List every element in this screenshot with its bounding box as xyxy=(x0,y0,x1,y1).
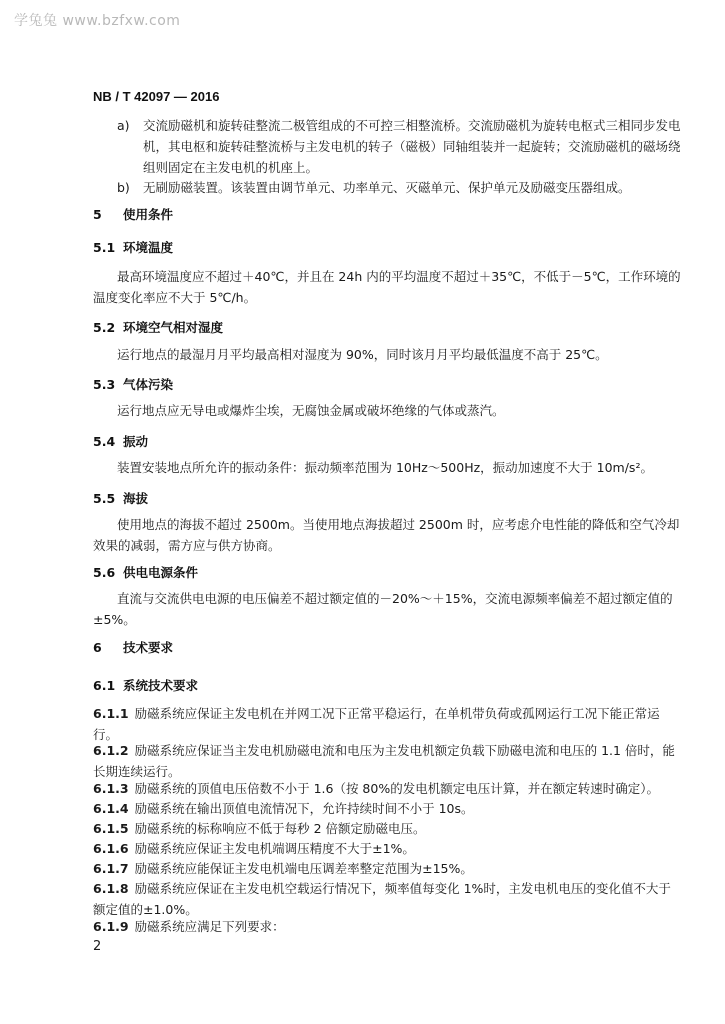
list-marker: b) xyxy=(117,180,130,195)
section-heading-5-4: 5.4 振动 xyxy=(93,434,149,449)
paragraph-5-2: 运行地点的最湿月月平均最高相对湿度为 90%，同时该月月平均最低温度不高于 25℃。 xyxy=(117,347,608,362)
section-heading-5: 5 使用条件 xyxy=(93,207,174,222)
clause-6-1-2: 6.1.2 励磁系统应保证当主发电机励磁电流和电压为主发电机额定负载下励磁电流和电压的 1.1 倍时，能长期连续运行。 xyxy=(93,743,675,779)
list-item-a xyxy=(117,115,687,178)
paragraph-5-6: 直流与交流供电电源的电压偏差不超过额定值的－20%～＋15%，交流电源频率偏差不超过额定值的±5%。 xyxy=(93,591,673,627)
section-heading-5-1: 5.1 环境温度 xyxy=(93,240,174,255)
section-heading-5-2: 5.2 环境空气相对湿度 xyxy=(93,320,224,335)
clause-6-1-5: 6.1.5 励磁系统的标称响应不低于每秒 2 倍额定励磁电压。 xyxy=(93,821,426,836)
list-item-b xyxy=(117,177,687,198)
section-heading-5-3: 5.3 气体污染 xyxy=(93,377,174,392)
clause-6-1-9: 6.1.9 励磁系统应满足下列要求： xyxy=(93,919,285,934)
section-heading-6: 6 技术要求 xyxy=(93,640,174,655)
list-marker: a) xyxy=(117,118,130,133)
clause-6-1-8: 6.1.8 励磁系统应保证在主发电机空载运行情况下，频率值每变化 1%时，主发电机电压的变化值不大于额定值的±1.0%。 xyxy=(93,881,671,917)
document-code: NB / T 42097 — 2016 xyxy=(93,89,220,104)
list-text: 无刷励磁装置。该装置由调节单元、功率单元、灭磁单元、保护单元及励磁变压器组成。 xyxy=(143,180,631,195)
clause-6-1-4: 6.1.4 励磁系统在输出顶值电流情况下，允许持续时间不小于 10s。 xyxy=(93,801,474,816)
clause-6-1-7: 6.1.7 励磁系统应能保证主发电机端电压调差率整定范围为±15%。 xyxy=(93,861,473,876)
clause-6-1-3: 6.1.3 励磁系统的顶值电压倍数不小于 1.6（按 80%的发电机额定电压计算，并在额定转速时确定）。 xyxy=(93,781,659,796)
paragraph-5-4: 装置安装地点所允许的振动条件：振动频率范围为 10Hz～500Hz，振动加速度不大于 10m/s²。 xyxy=(117,460,653,475)
page-number: 2 xyxy=(93,939,102,954)
section-heading-6-1: 6.1 系统技术要求 xyxy=(93,678,199,693)
clause-6-1-1: 6.1.1 励磁系统应保证主发电机在并网工况下正常平稳运行，在单机带负荷或孤网运行工况下能正常运行。 xyxy=(93,706,660,742)
clause-6-1-6: 6.1.6 励磁系统应保证主发电机端调压精度不大于±1%。 xyxy=(93,841,415,856)
list-text: 交流励磁机和旋转硅整流二极管组成的不可控三相整流桥。交流励磁机为旋转电枢式三相同步发电机，其电枢和旋转硅整流桥与主发电机的转子（磁极）同轴组装并一起旋转；交流励磁机的磁场绕组则固定在主发电机的机座上。 xyxy=(143,118,681,175)
section-heading-5-5: 5.5 海拔 xyxy=(93,491,149,506)
paragraph-5-5: 使用地点的海拔不超过 2500m。当使用地点海拔超过 2500m 时，应考虑介电性能的降低和空气冷却效果的减弱，需方应与供方协商。 xyxy=(93,517,680,553)
paragraph-5-3: 运行地点应无导电或爆炸尘埃，无腐蚀金属或破坏绝缘的气体或蒸汽。 xyxy=(117,403,505,418)
watermark: 学兔兔 www.bzfxw.com xyxy=(14,13,181,29)
section-heading-5-6: 5.6 供电电源条件 xyxy=(93,565,199,580)
paragraph-5-1: 最高环境温度应不超过＋40℃，并且在 24h 内的平均温度不超过＋35℃，不低于－5℃，工作环境的温度变化率应不大于 5℃/h。 xyxy=(93,269,681,305)
